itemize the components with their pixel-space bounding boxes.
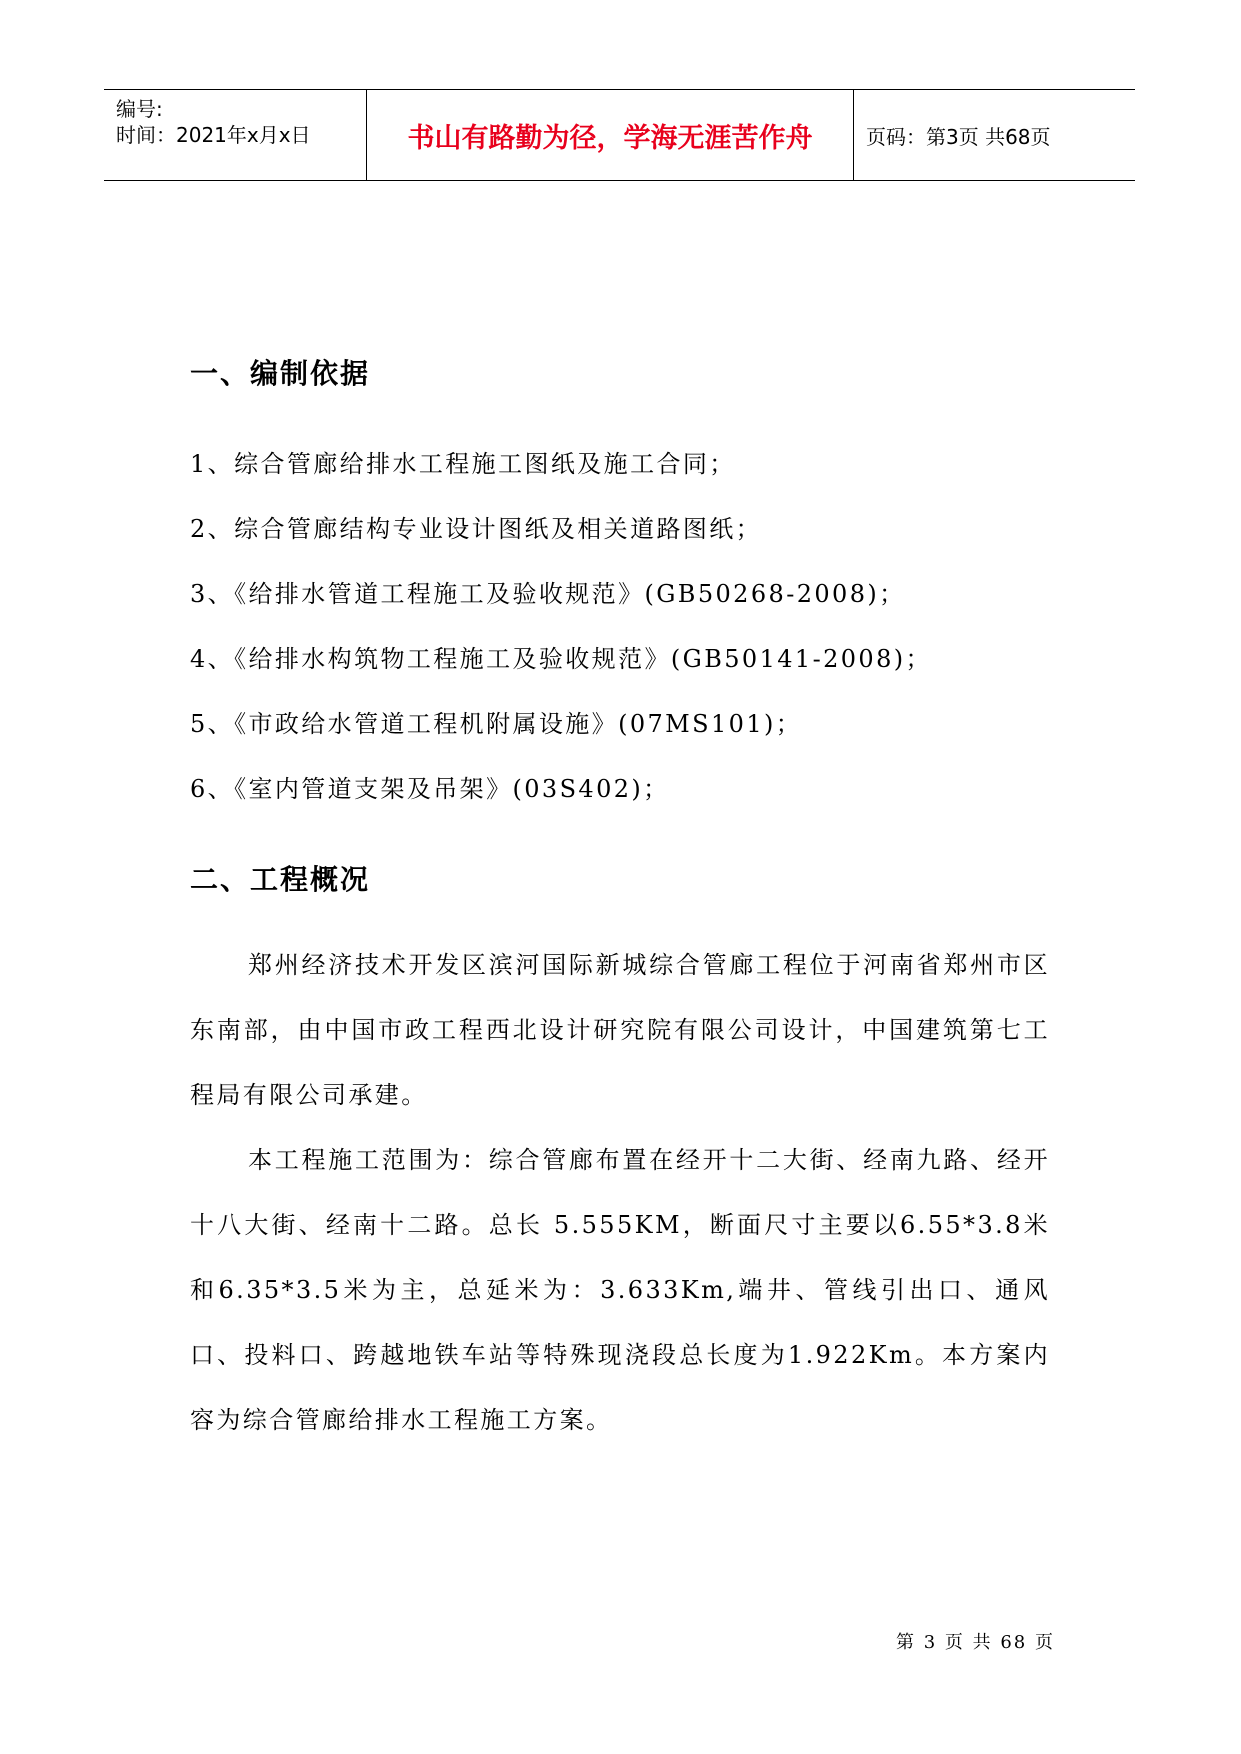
document-number-label: 编号: xyxy=(116,97,163,121)
header-meta xyxy=(116,96,366,148)
basis-item: 6、《室内管道支架及吊架》(03S402)； xyxy=(190,775,670,803)
page-header xyxy=(104,89,1135,181)
basis-item: 2、综合管廊结构专业设计图纸及相关道路图纸； xyxy=(190,515,763,543)
overview-paragraph: 郑州经济技术开发区滨河国际新城综合管廊工程位于河南省郑州市区东南部，由中国市政工程西北设计研究院有限公司设计，中国建筑第七工程局有限公司承建。 xyxy=(190,951,1050,1109)
overview-paragraph: 本工程施工范围为：综合管廊布置在经开十二大街、经南九路、经开十八大街、经南十二路。总长 5.555KM，断面尺寸主要以6.55*3.8米和6.35*3.5米为主，总延米为：3.633Km,端井、管线引出口、通风口、投料口、跨越地铁车站等特殊现浇段总长度为1.922Km。本方案内容为综合管廊给排水工程施工方案。 xyxy=(190,1146,1050,1434)
header-divider-right xyxy=(853,90,854,180)
header-page-code: 页码：第3页 共68页 xyxy=(866,125,1051,149)
basis-item: 3、《给排水管道工程施工及验收规范》(GB50268-2008)； xyxy=(190,580,906,608)
basis-item: 4、《给排水构筑物工程施工及验收规范》(GB50141-2008)； xyxy=(190,645,932,673)
document-time-label: 时间：2021年x月x日 xyxy=(116,123,311,147)
header-motto: 书山有路勤为径，学海无涯苦作舟 xyxy=(407,123,813,154)
section-heading-overview: 二、工程概况 xyxy=(190,863,371,896)
basis-item: 1、综合管廊给排水工程施工图纸及施工合同； xyxy=(190,450,736,478)
page-footer: 第 3 页 共 68 页 xyxy=(896,1632,1055,1653)
basis-item: 5、《市政给水管道工程机附属设施》(07MS101)； xyxy=(190,710,803,738)
section-heading-basis: 一、编制依据 xyxy=(190,357,371,390)
